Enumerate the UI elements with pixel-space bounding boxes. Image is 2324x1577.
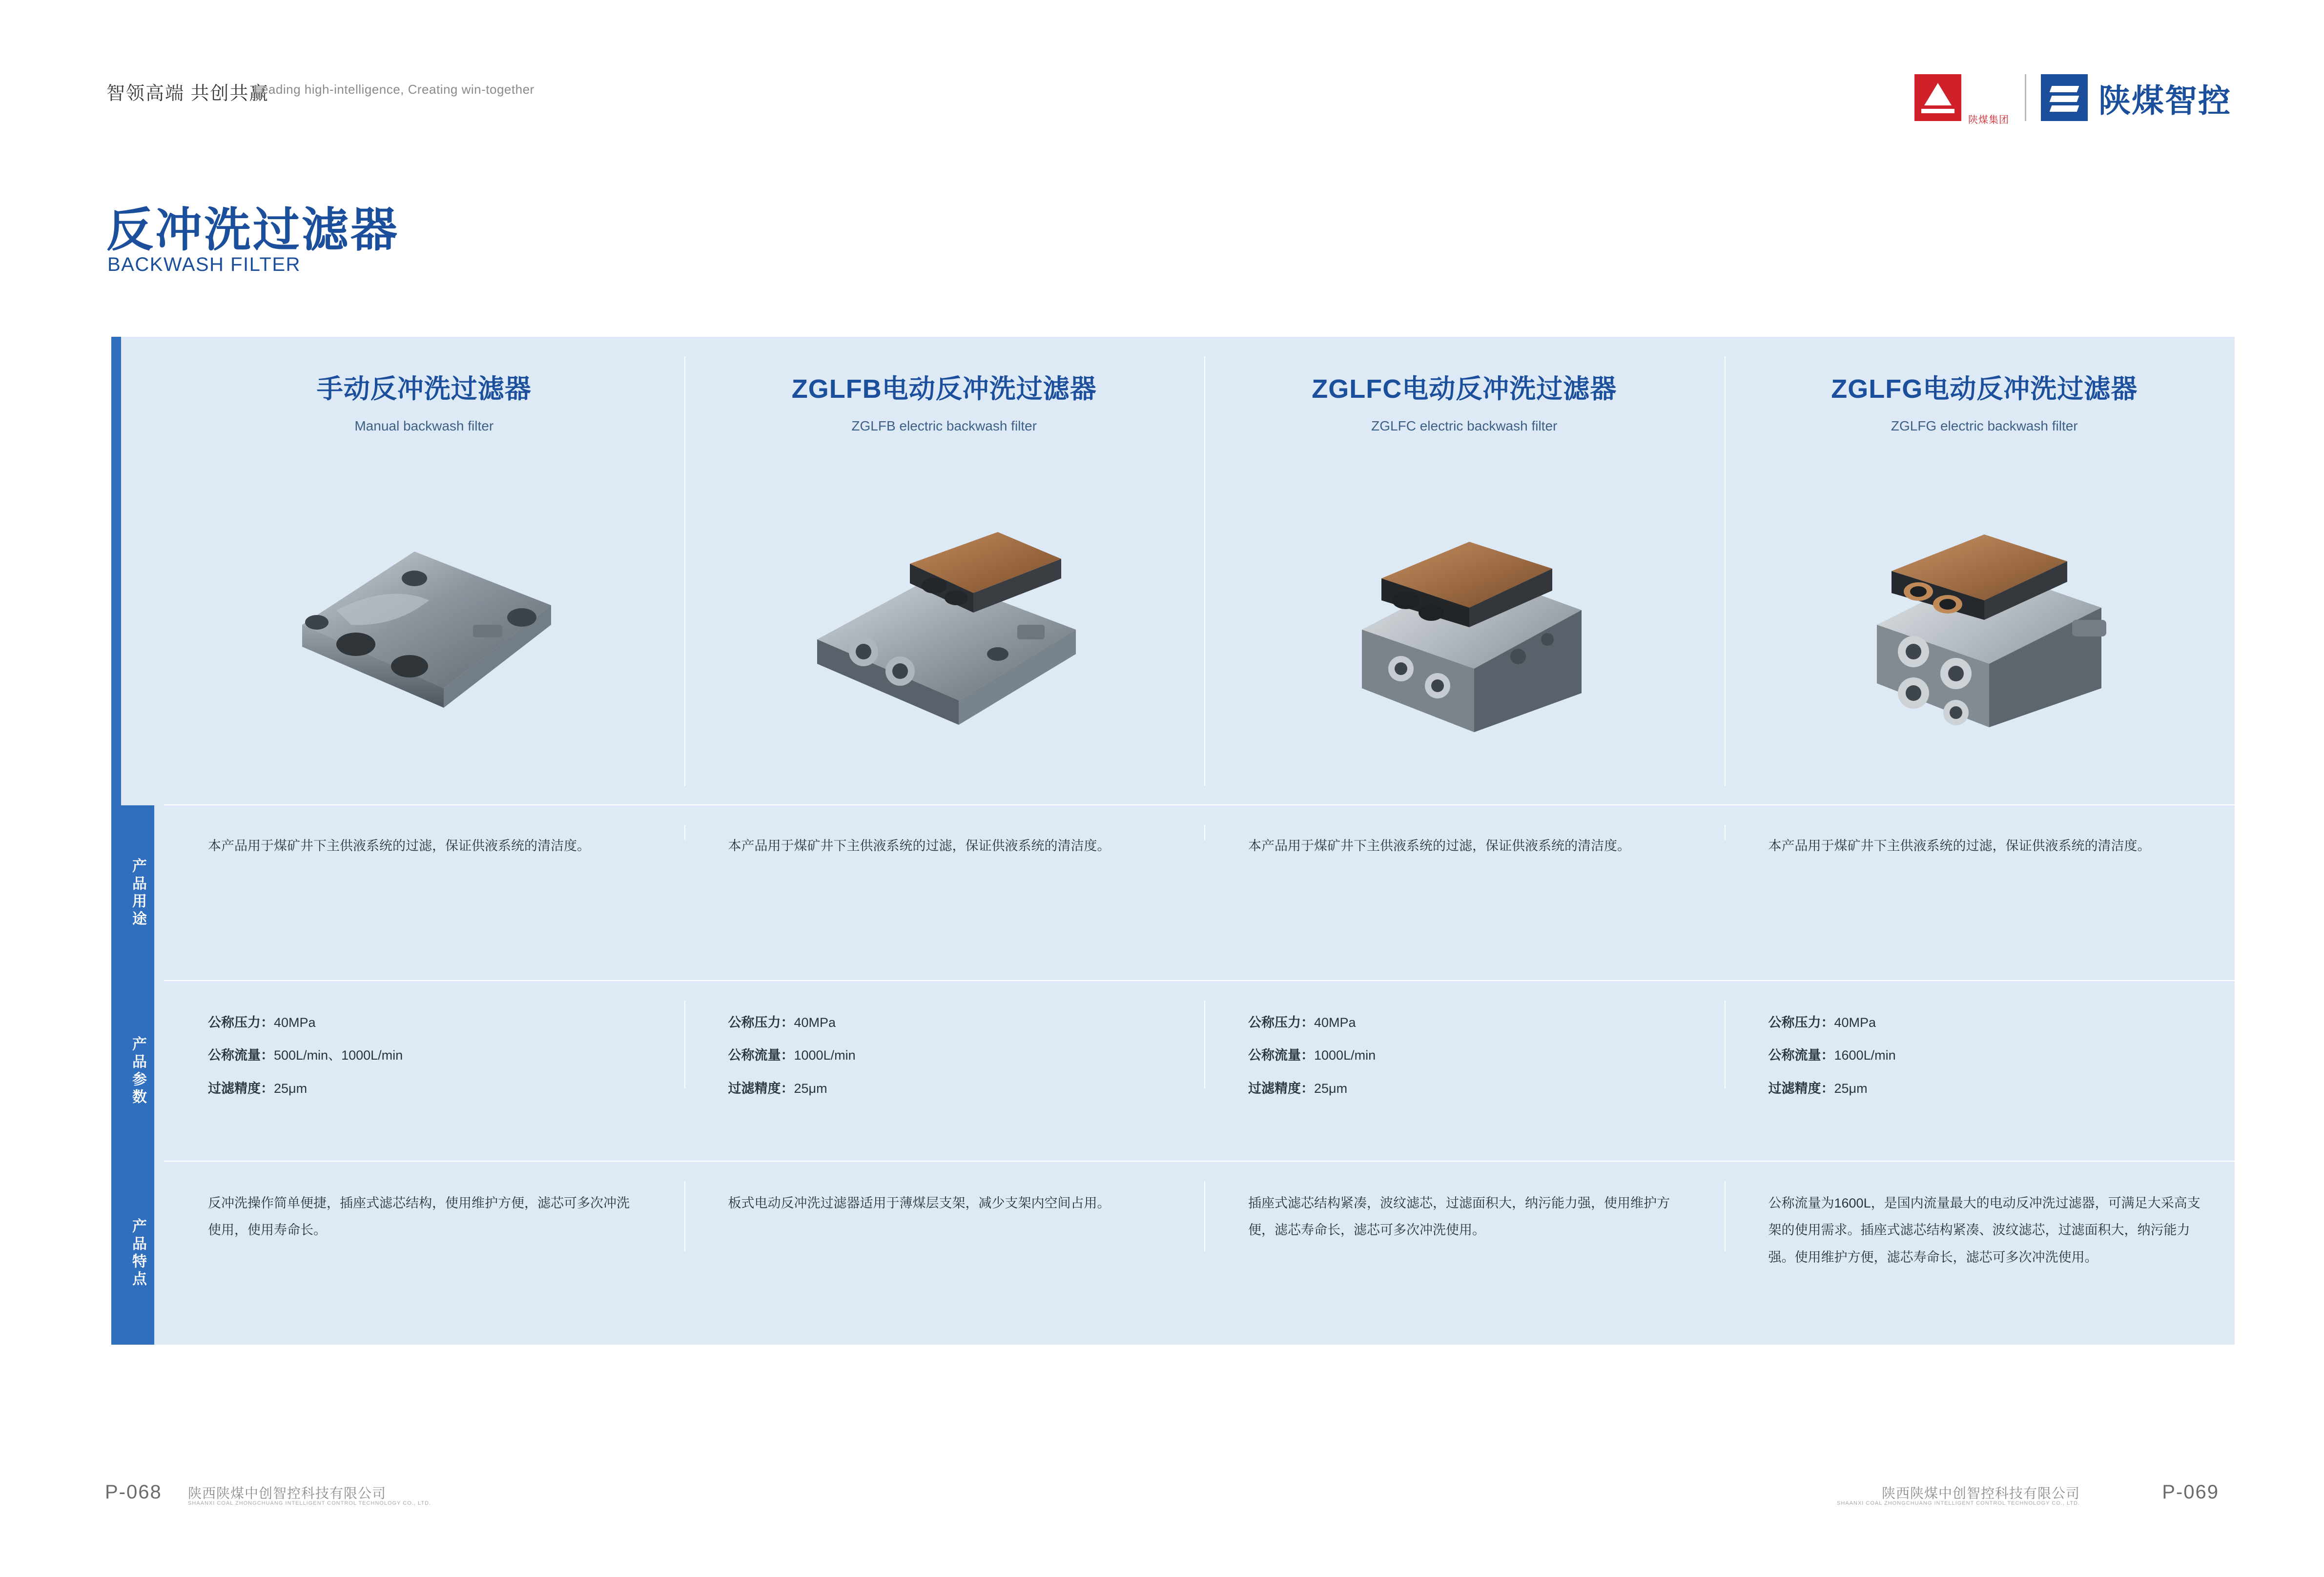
row-label-feature: 产品特点 — [121, 1162, 154, 1345]
product-name-en: ZGLFB electric backwash filter — [851, 418, 1037, 433]
zhikong-brand-mark-icon — [2041, 74, 2088, 121]
logo-divider — [2025, 74, 2026, 121]
product-title-zglfc — [1204, 337, 1725, 454]
product-image-wrapper — [164, 454, 684, 776]
zglfb-electric-backwash-filter-photo — [788, 478, 1100, 752]
param-flow: 公称流量：1000L/min — [1248, 1048, 1376, 1063]
product-comparison-panel — [111, 337, 2235, 1345]
row-label-param: 产品参数 — [121, 981, 154, 1162]
manual-backwash-filter-photo — [268, 478, 580, 752]
param-cell-zglfb — [684, 981, 1205, 1108]
page-subtitle: BACKWASH FILTER — [107, 254, 301, 275]
product-column-zglfb — [684, 337, 1205, 805]
use-text: 本产品用于煤矿井下主供液系统的过滤，保证供液系统的清洁度。 — [1768, 839, 2151, 853]
param-cell-zglfc — [1204, 981, 1725, 1108]
manual-filter-illustration — [268, 478, 580, 752]
feature-text: 公称流量为1600L，是国内流量最大的电动反冲洗过滤器，可满足大采高支架的使用需求。插座式滤芯结构紧凑、波纹滤芯，过滤面积大，纳污能力强。使用维护方便，滤芯寿命长，滤芯可多次冲洗使用。 — [1768, 1196, 2201, 1265]
footer-company-left: 陕西陕煤中创智控科技有限公司 — [188, 1486, 387, 1501]
product-image-wrapper — [1204, 454, 1725, 776]
product-title-manual — [164, 337, 684, 454]
feature-text: 插座式滤芯结构紧凑，波纹滤芯，过滤面积大，纳污能力强，使用维护方便，滤芯寿命长，滤芯可多次冲洗使用。 — [1248, 1196, 1670, 1238]
use-cell-zglfg — [1725, 805, 2245, 860]
zhikong-brand-name: 陕煤智控 — [2098, 82, 2231, 119]
product-name-en: ZGLFG electric backwash filter — [1891, 418, 2078, 433]
param-cell-zglfg — [1725, 981, 2245, 1108]
param-flow: 公称流量：1000L/min — [728, 1048, 856, 1063]
param-cell-manual — [164, 981, 684, 1108]
use-text: 本产品用于煤矿井下主供液系统的过滤，保证供液系统的清洁度。 — [1248, 839, 1630, 853]
param-pressure: 公称压力：40MPa — [728, 1015, 836, 1030]
product-title-zglfg — [1725, 337, 2245, 454]
brand-logo-group — [1914, 66, 2231, 129]
use-cell-zglfc — [1204, 805, 1725, 860]
zglfb-filter-illustration — [788, 478, 1100, 752]
product-name-en: Manual backwash filter — [354, 418, 494, 433]
feature-text: 反冲洗操作简单便捷，插座式滤芯结构，使用维护方便，滤芯可多次冲洗使用，使用寿命长。 — [208, 1196, 630, 1238]
use-cell-zglfb — [684, 805, 1205, 860]
product-title-zglfb — [684, 337, 1205, 454]
product-name-cn: ZGLFG电动反冲洗过滤器 — [1831, 374, 2138, 404]
footer-company-right-en: SHAANXI COAL ZHONGCHUANG INTELLIGENT CONTROL TECHNOLOGY CO., LTD. — [1837, 1500, 2080, 1506]
zglfg-filter-illustration — [1828, 478, 2140, 752]
feature-cell-zglfg — [1725, 1162, 2245, 1271]
shaanxi-coal-group-name: 陕煤集团 — [1968, 115, 2009, 125]
footer-company-left-en: SHAANXI COAL ZHONGCHUANG INTELLIGENT CONTROL TECHNOLOGY CO., LTD. — [188, 1500, 431, 1506]
product-column-zglfc — [1204, 337, 1725, 805]
param-filtration: 过滤精度：25μm — [208, 1081, 308, 1096]
band-product-use — [121, 805, 2235, 981]
panel-body — [121, 337, 2235, 1345]
feature-cell-manual — [164, 1162, 684, 1271]
feature-cell-zglfb — [684, 1162, 1205, 1271]
product-name-cn: 手动反冲洗过滤器 — [316, 374, 532, 404]
product-name-en: ZGLFC electric backwash filter — [1371, 418, 1558, 433]
product-name-cn: ZGLFB电动反冲洗过滤器 — [791, 374, 1097, 404]
band-product-params — [121, 981, 2235, 1162]
param-pressure: 公称压力：40MPa — [208, 1015, 316, 1030]
param-filtration: 过滤精度：25μm — [1768, 1081, 1868, 1096]
row-label-use: 产品用途 — [121, 805, 154, 981]
zglfc-electric-backwash-filter-photo — [1308, 478, 1621, 752]
footer-page-number-left: P-068 — [105, 1481, 162, 1503]
panel-accent-bar — [111, 337, 121, 1345]
product-header-row — [164, 337, 2244, 805]
slogan-chinese: 智领高端 共创共赢 — [106, 83, 269, 104]
product-name-cn: ZGLFC电动反冲洗过滤器 — [1312, 374, 1617, 404]
param-filtration: 过滤精度：25μm — [728, 1081, 827, 1096]
param-pressure: 公称压力：40MPa — [1768, 1015, 1876, 1030]
param-flow: 公称流量：500L/min、1000L/min — [208, 1048, 403, 1063]
slogan-english: Leading high-intelligence, Creating win-together — [254, 82, 535, 97]
page-header — [0, 0, 2324, 161]
zglfc-filter-illustration — [1308, 478, 1621, 752]
param-filtration: 过滤精度：25μm — [1248, 1081, 1348, 1096]
use-text: 本产品用于煤矿井下主供液系统的过滤，保证供液系统的清洁度。 — [728, 839, 1111, 853]
band-product-features — [121, 1162, 2235, 1345]
feature-text: 板式电动反冲洗过滤器适用于薄煤层支架，减少支架内空间占用。 — [728, 1196, 1111, 1210]
page-title: 反冲洗过滤器 — [106, 204, 399, 256]
use-cell-manual — [164, 805, 684, 860]
feature-cell-zglfc — [1204, 1162, 1725, 1271]
product-image-wrapper — [1725, 454, 2245, 776]
product-column-zglfg — [1725, 337, 2245, 805]
footer-page-number-right: P-069 — [2162, 1481, 2219, 1503]
shaanxi-coal-group-mark-icon — [1914, 74, 1961, 121]
product-image-wrapper — [684, 454, 1205, 776]
param-flow: 公称流量：1600L/min — [1768, 1048, 1896, 1063]
footer-company-right: 陕西陕煤中创智控科技有限公司 — [1881, 1486, 2080, 1501]
product-column-manual — [164, 337, 684, 805]
zglfg-electric-backwash-filter-photo — [1828, 478, 2140, 752]
use-text: 本产品用于煤矿井下主供液系统的过滤，保证供液系统的清洁度。 — [208, 839, 590, 853]
param-pressure: 公称压力：40MPa — [1248, 1015, 1356, 1030]
